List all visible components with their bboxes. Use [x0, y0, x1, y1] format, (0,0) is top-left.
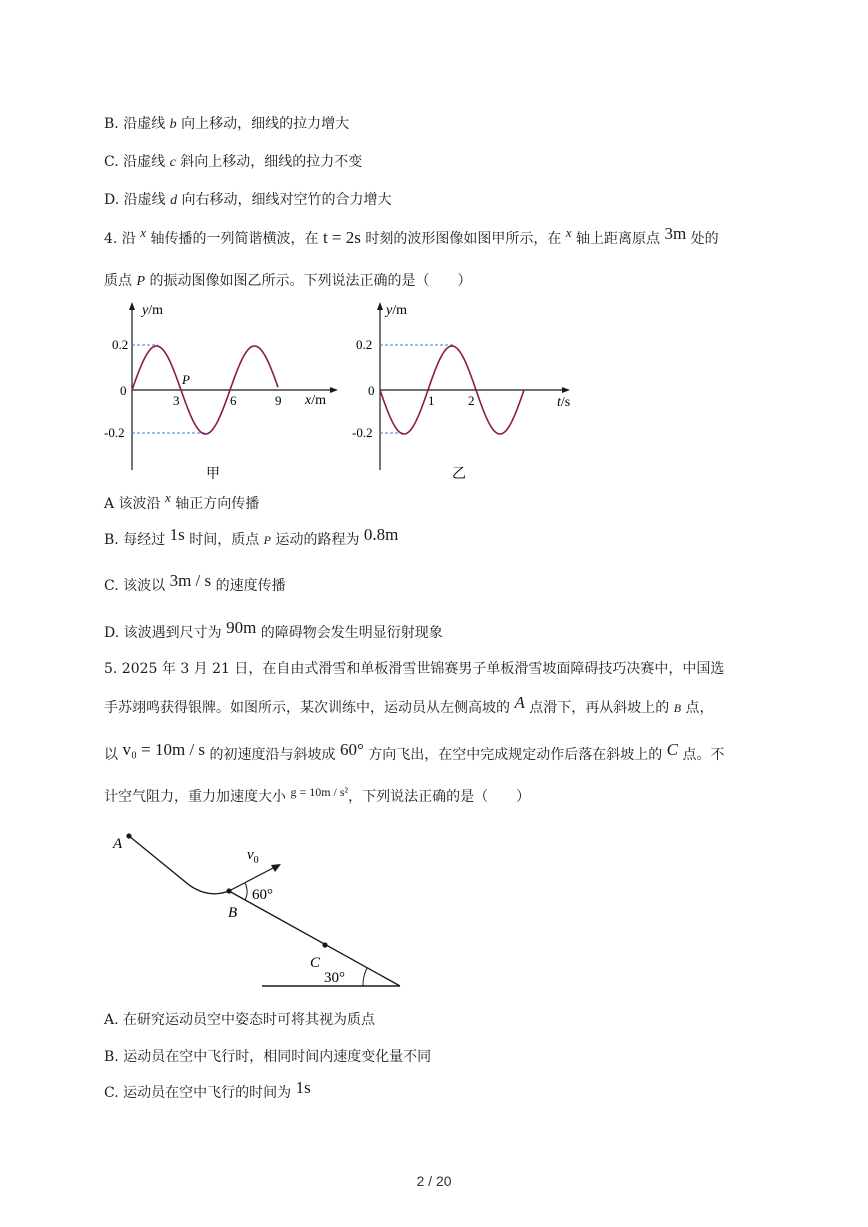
figure-yi — [350, 298, 590, 492]
y-axis-arrow — [129, 302, 135, 310]
q4-option-c: C. 该波以 3m / s 的速度传播 — [104, 571, 286, 594]
yi-tick-y-bottom: -0.2 — [352, 425, 373, 440]
q4-stem-line1: 4. 沿 x 轴传播的一列简谐横波，在 t = 2s 时刻的波形图像如图甲所示，在 x 轴上距离原点 3m 处的 — [104, 224, 719, 247]
yi-ylabel: y/m — [386, 303, 407, 318]
q5-stem-line3: 以 v₀ = 10m / s 的初速度沿与斜坡成 60° 方向飞出，在空中完成规定动作后落在斜坡上的 C 点。不 — [104, 740, 725, 763]
yi-tick-y-zero: 0 — [368, 383, 375, 398]
yi-xlabel: t/s — [557, 395, 571, 410]
label-angle-30: 30° — [324, 970, 345, 986]
jia-point-p: P — [182, 372, 190, 387]
option-c-prev: C. 沿虚线 c 斜向上移动，细线的拉力不变 — [104, 154, 363, 170]
option-d-prev: D. 沿虚线 d 向右移动，细线对空竹的合力增大 — [104, 192, 392, 208]
jia-caption: 甲 — [206, 467, 220, 482]
angle-arc-b — [245, 883, 247, 900]
jia-tick-y-zero: 0 — [120, 383, 127, 398]
yi-tick-x-1: 1 — [428, 393, 435, 408]
label-v0: $v_0$ — [247, 847, 259, 866]
q5-stem-line2: 手苏翊鸣获得银牌。如图所示，某次训练中，运动员从左侧高坡的 A 点滑下，再从斜坡上的 B 点， — [104, 693, 714, 716]
point-a — [126, 833, 131, 838]
yi-tick-x-2: 2 — [468, 393, 475, 408]
yi-caption: 乙 — [452, 467, 466, 482]
q5-stem-line1: 5. 2025 年 3 月 21 日，在自由式滑雪和单板滑雪世锦赛男子单板滑雪坡面障碍技巧决赛中，中国选 — [104, 661, 725, 677]
option-b-prev: B. 沿虚线 b 向上移动，细线的拉力增大 — [104, 116, 350, 132]
jia-ylabel: y/m — [142, 303, 163, 318]
label-a: A — [113, 836, 123, 852]
hill-curve — [129, 836, 229, 894]
angle-arc-ground — [363, 968, 367, 986]
x-axis-arrow — [330, 387, 338, 393]
figure-jia — [104, 298, 352, 492]
jia-tick-x-6: 6 — [230, 393, 237, 408]
q4-option-d: D. 该波遇到尺寸为 90m 的障碍物会发生明显衍射现象 — [104, 618, 443, 641]
q5-stem-line4: 计空气阻力，重力加速度大小 g = 10m / s²，下列说法正确的是（ ） — [104, 785, 531, 805]
label-c: C — [310, 955, 321, 971]
label-angle-60: 60° — [252, 887, 273, 903]
y-axis-arrow — [377, 302, 383, 310]
q5-option-b: B. 运动员在空中飞行时，相同时间内速度变化量不同 — [104, 1049, 432, 1065]
jia-tick-y-bottom: -0.2 — [104, 425, 125, 440]
slope-line — [229, 891, 400, 986]
q5-option-c: C. 运动员在空中飞行的时间为 1s — [104, 1078, 311, 1101]
jia-tick-y-top: 0.2 — [112, 337, 129, 352]
jia-tick-x-9: 9 — [275, 393, 282, 408]
q4-option-a: A 该波沿 x 轴正方向传播 — [104, 490, 260, 512]
label-b: B — [228, 905, 238, 921]
figure-slope — [105, 828, 415, 997]
jia-tick-x-3: 3 — [173, 393, 180, 408]
t-axis-arrow — [562, 387, 570, 393]
q5-option-a: A. 在研究运动员空中姿态时可将其视为质点 — [104, 1012, 376, 1028]
yi-tick-y-top: 0.2 — [356, 337, 373, 352]
jia-xlabel: x/m — [305, 393, 326, 408]
point-c — [322, 942, 327, 947]
page-number: 2 / 20 — [416, 1173, 452, 1189]
q4-option-b: B. 每经过 1s 时间，质点 P 运动的路程为 0.8m — [104, 525, 399, 548]
q4-stem-line2: 质点 P 的振动图像如图乙所示。下列说法正确的是（ ） — [104, 273, 472, 289]
